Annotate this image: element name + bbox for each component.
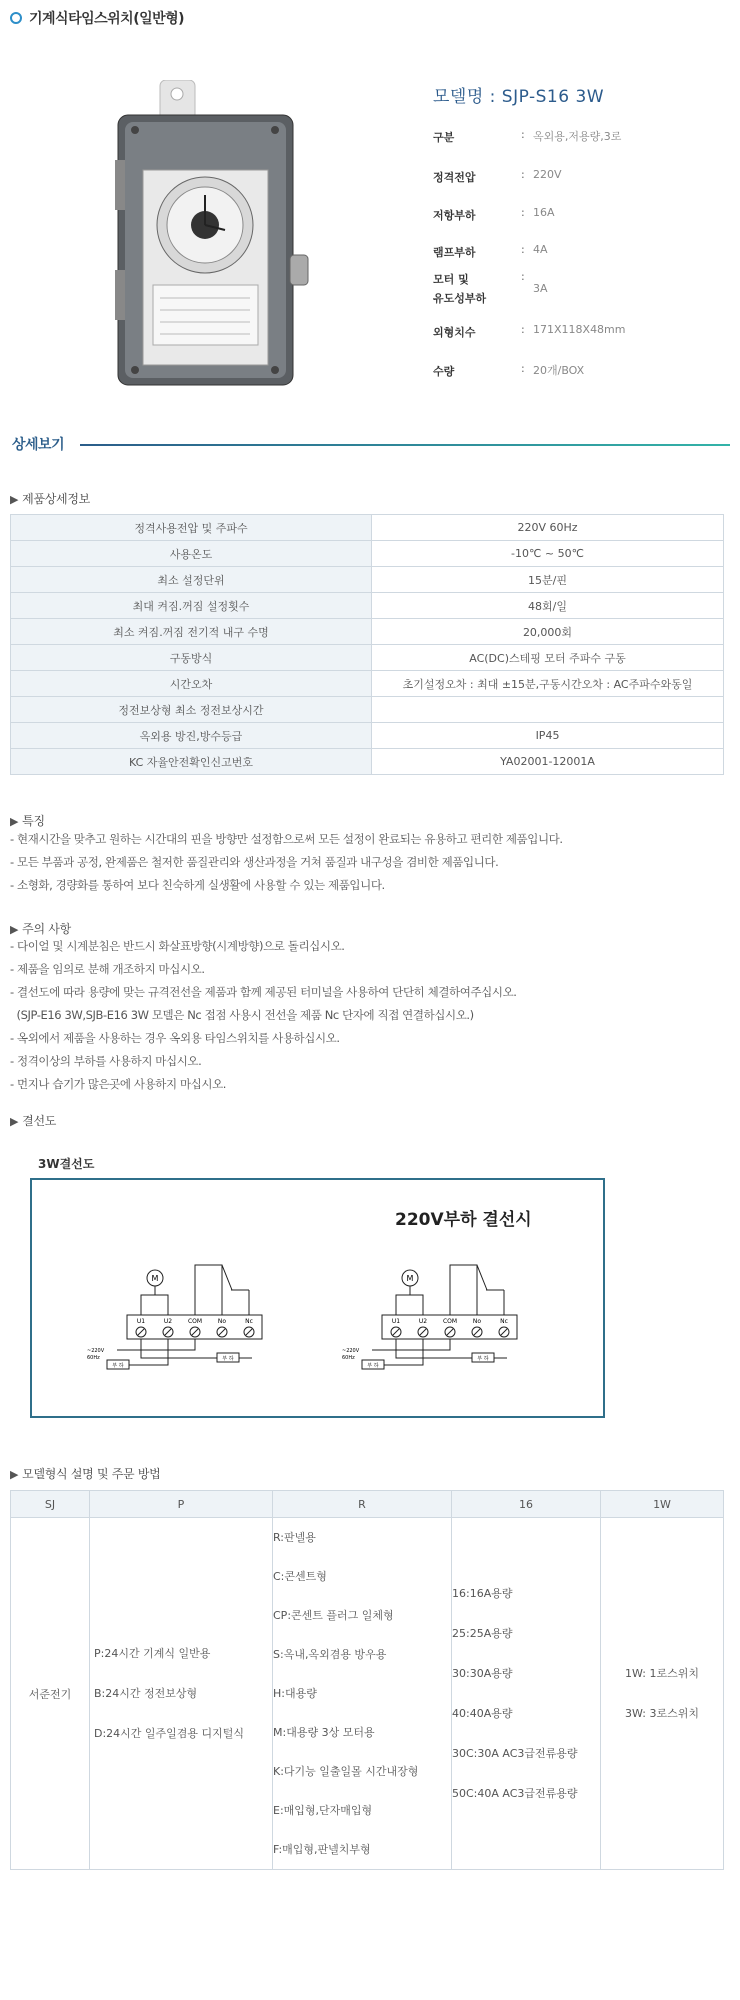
right-circuit-switch-contact xyxy=(477,1265,487,1290)
caution-item: - 다이얼 및 시계분침은 반드시 화살표방향(시계방향)으로 돌리십시오. xyxy=(10,939,345,953)
detail-value: 20,000회 xyxy=(372,619,724,645)
detail-row xyxy=(11,541,724,567)
model-header: P xyxy=(90,1491,273,1518)
left-circuit-load-label: 부 하 xyxy=(222,1356,234,1362)
model-table xyxy=(10,1490,724,1870)
detail-value xyxy=(372,697,724,723)
detail-table xyxy=(10,514,724,775)
model-name: 모델명 : SJP-S16 3W xyxy=(433,87,605,107)
detail-row xyxy=(11,723,724,749)
model-option: CP:콘센트 플러그 일체형 xyxy=(273,1609,394,1622)
spec-colon: : xyxy=(521,362,525,375)
right-circuit-motor-wire xyxy=(396,1295,423,1315)
caution-list xyxy=(10,935,517,1096)
spec-colon: : xyxy=(521,243,525,256)
product-photo xyxy=(115,80,325,390)
model-option: 16:16A용량 xyxy=(452,1586,513,1600)
left-circuit-motor-label: M xyxy=(151,1274,159,1283)
model-header: 16 xyxy=(452,1491,601,1518)
spec-label: 저항부하 xyxy=(433,209,476,222)
detail-key: 정격사용전압 및 주파수 xyxy=(11,515,372,541)
spec-value: 171X118X48mm xyxy=(533,323,626,336)
model-option: 30C:30A AC3급전류용량 xyxy=(452,1746,578,1760)
right-circuit-terminal-label: U2 xyxy=(418,1318,428,1325)
left-circuit-terminal-label: COM xyxy=(187,1318,203,1325)
triangle-bullet-icon: ▶ xyxy=(10,815,19,828)
triangle-bullet-icon: ▶ xyxy=(10,923,19,936)
detail-value: IP45 xyxy=(372,723,724,749)
model-option: 1W: 1로스위치 xyxy=(625,1666,699,1680)
caution-item: - 먼지나 습기가 많은곳에 사용하지 마십시오. xyxy=(10,1077,227,1091)
model-option: 40:40A용량 xyxy=(452,1706,513,1720)
detail-heading: ▶ 제품상세정보 xyxy=(10,492,90,506)
spec-value: 옥외용,저용량,3로 xyxy=(533,130,622,143)
right-circuit-terminal-label: Nc xyxy=(500,1318,508,1325)
model-option: B:24시간 정전보상형 xyxy=(94,1686,198,1700)
detail-key: 최소 설정단위 xyxy=(11,567,372,593)
right-circuit-terminal-label: U1 xyxy=(391,1318,401,1325)
model-cell-p xyxy=(90,1518,273,1870)
right-circuit-motor-label: M xyxy=(406,1274,414,1283)
left-circuit-motor-wire xyxy=(141,1295,168,1315)
spec-value: 220V xyxy=(533,168,562,181)
model-header: SJ xyxy=(11,1491,90,1518)
left-circuit-switch-wire xyxy=(195,1265,222,1315)
model-option: 25:25A용량 xyxy=(452,1626,513,1640)
right-circuit-switch-wire xyxy=(450,1265,477,1315)
triangle-bullet-icon: ▶ xyxy=(10,1115,19,1128)
spec-colon: : xyxy=(521,168,525,181)
triangle-bullet-icon: ▶ xyxy=(10,493,19,506)
spec-colon: : xyxy=(521,128,525,141)
model-option: C:콘센트형 xyxy=(273,1570,327,1583)
feature-item: - 모든 부품과 공정, 완제품은 철저한 품질관리와 생산과정을 거쳐 품질과 내구성을 겸비한 제품입니다. xyxy=(10,855,499,869)
model-option: K:다기능 일출일몰 시간내장형 xyxy=(273,1765,419,1778)
model-option: 3W: 3로스위치 xyxy=(625,1706,699,1720)
spec-label: 램프부하 xyxy=(433,246,476,259)
detail-key: 최소 켜짐.꺼짐 전기적 내구 수명 xyxy=(11,619,372,645)
detail-value: AC(DC)스테핑 모터 주파수 구동 xyxy=(372,645,724,671)
detail-value: YA02001-12001A xyxy=(372,749,724,775)
model-header: R xyxy=(273,1491,452,1518)
model-option: E:매입형,단자매입형 xyxy=(273,1804,373,1817)
page-title: 기계식타임스위치(일반형) xyxy=(29,11,185,27)
model-option: R:판넬용 xyxy=(273,1531,316,1544)
detail-row xyxy=(11,567,724,593)
model-header: 1W xyxy=(601,1491,724,1518)
left-circuit-terminal-label: Nc xyxy=(245,1318,253,1325)
model-option: H:대용량 xyxy=(273,1687,317,1700)
caution-item: - 제품을 임의로 분해 개조하지 마십시오. xyxy=(10,962,205,976)
detail-row xyxy=(11,619,724,645)
page-title-bar xyxy=(10,8,184,28)
detail-row xyxy=(11,697,724,723)
model-cell-amp xyxy=(452,1518,601,1870)
model-option: F:매입형,판넬치부형 xyxy=(273,1843,371,1856)
caution-item: - 결선도에 따라 용량에 맞는 규격전선을 제품과 함께 제공된 터미널을 사용하여 단단히 체결하여주십시오. xyxy=(10,985,517,999)
left-circuit-terminal-label: U2 xyxy=(163,1318,173,1325)
spec-value: 3A xyxy=(533,282,548,295)
model-option: D:24시간 일주일겸용 디지털식 xyxy=(94,1726,245,1740)
wiring-caption: 3W결선도 xyxy=(38,1157,95,1171)
spec-label: 수량 xyxy=(433,365,455,378)
detail-row xyxy=(11,645,724,671)
detail-value: 220V 60Hz xyxy=(372,515,724,541)
spec-label: 구분 xyxy=(433,131,455,144)
spec-value: 4A xyxy=(533,243,548,256)
features-list xyxy=(10,828,563,897)
left-circuit-terminal-label: No xyxy=(217,1318,227,1325)
detail-key: 사용온도 xyxy=(11,541,372,567)
detail-value: 48회/일 xyxy=(372,593,724,619)
model-cell-r xyxy=(273,1518,452,1870)
caution-heading: ▶ 주의 사항 xyxy=(10,922,71,936)
section-divider xyxy=(80,444,730,446)
detail-key: 구동방식 xyxy=(11,645,372,671)
spec-colon: : xyxy=(521,206,525,219)
circle-bullet-icon xyxy=(10,12,22,24)
wiring-heading: ▶ 결선도 xyxy=(10,1114,57,1128)
spec-colon: : xyxy=(521,270,525,283)
left-circuit-source-label: 60Hz xyxy=(87,1355,100,1361)
triangle-bullet-icon: ▶ xyxy=(10,1468,19,1481)
left-circuit-terminal-label: U1 xyxy=(136,1318,146,1325)
model-option: M:대용량 3상 모터용 xyxy=(273,1726,375,1739)
right-circuit-supply-wire xyxy=(372,1339,450,1350)
right-circuit-load-label: 부 하 xyxy=(367,1363,379,1369)
model-heading: ▶ 모델형식 설명 및 주문 방법 xyxy=(10,1467,161,1481)
detail-row xyxy=(11,749,724,775)
right-circuit-load-label: 부 하 xyxy=(477,1356,489,1362)
right-circuit-terminal-label: COM xyxy=(442,1318,458,1325)
left-circuit-load-label: 부 하 xyxy=(112,1363,124,1369)
detail-key: KC 자율안전확인신고번호 xyxy=(11,749,372,775)
caution-item: - 정격이상의 부하를 사용하지 마십시오. xyxy=(10,1054,202,1068)
model-cell-w xyxy=(601,1518,724,1870)
detail-value: 15분/핀 xyxy=(372,567,724,593)
model-option: P:24시간 기계식 일반용 xyxy=(94,1646,211,1660)
left-circuit-supply-wire xyxy=(117,1339,195,1350)
spec-label: 정격전압 xyxy=(433,171,476,184)
spec-label: 모터 및 유도성부하 xyxy=(433,273,487,305)
right-circuit-source-label: ~220V xyxy=(342,1348,360,1354)
detail-row xyxy=(11,671,724,697)
detail-value: -10℃ ~ 50℃ xyxy=(372,541,724,567)
detail-row xyxy=(11,515,724,541)
detail-key: 시간오차 xyxy=(11,671,372,697)
detail-key: 옥외용 방진,방수등급 xyxy=(11,723,372,749)
model-cell-sj: 서준전기 xyxy=(11,1518,90,1870)
left-circuit-source-label: ~220V xyxy=(87,1348,105,1354)
detail-key: 최대 켜짐.꺼짐 설정횟수 xyxy=(11,593,372,619)
detail-value: 초기설정오차 : 최대 ±15분,구동시간오차 : AC주파수와동일 xyxy=(372,671,724,697)
detail-row xyxy=(11,593,724,619)
spec-label: 외형치수 xyxy=(433,326,476,339)
feature-item: - 현재시간을 맞추고 원하는 시간대의 핀을 방향만 설정함으로써 모든 설정이 완료되는 유용하고 편리한 제품입니다. xyxy=(10,832,563,846)
model-option: 50C:40A AC3급전류용량 xyxy=(452,1786,578,1800)
caution-item: (SJP-E16 3W,SJB-E16 3W 모델은 Nc 접점 사용시 전선을 제품 Nc 단자에 직접 연결하십시오.) xyxy=(10,1008,474,1022)
detail-key: 정전보상형 최소 정전보상시간 xyxy=(11,697,372,723)
model-option: 30:30A용량 xyxy=(452,1666,513,1680)
feature-item: - 소형화, 경량화를 통하여 보다 친숙하게 실생활에 사용할 수 있는 제품입니다. xyxy=(10,878,385,892)
left-circuit-switch-contact xyxy=(222,1265,232,1290)
right-circuit-source-label: 60Hz xyxy=(342,1355,355,1361)
spec-value: 16A xyxy=(533,206,555,219)
spec-colon: : xyxy=(521,323,525,336)
wiring-diagram-title: 220V부하 결선시 xyxy=(395,1210,532,1230)
caution-item: - 옥외에서 제품을 사용하는 경우 옥외용 타임스위치를 사용하십시오. xyxy=(10,1031,340,1045)
features-heading: ▶ 특징 xyxy=(10,814,45,828)
right-circuit-terminal-label: No xyxy=(472,1318,482,1325)
model-option: S:옥내,옥외겸용 방우용 xyxy=(273,1648,387,1661)
section-title: 상세보기 xyxy=(12,437,65,453)
spec-value: 20개/BOX xyxy=(533,364,585,377)
